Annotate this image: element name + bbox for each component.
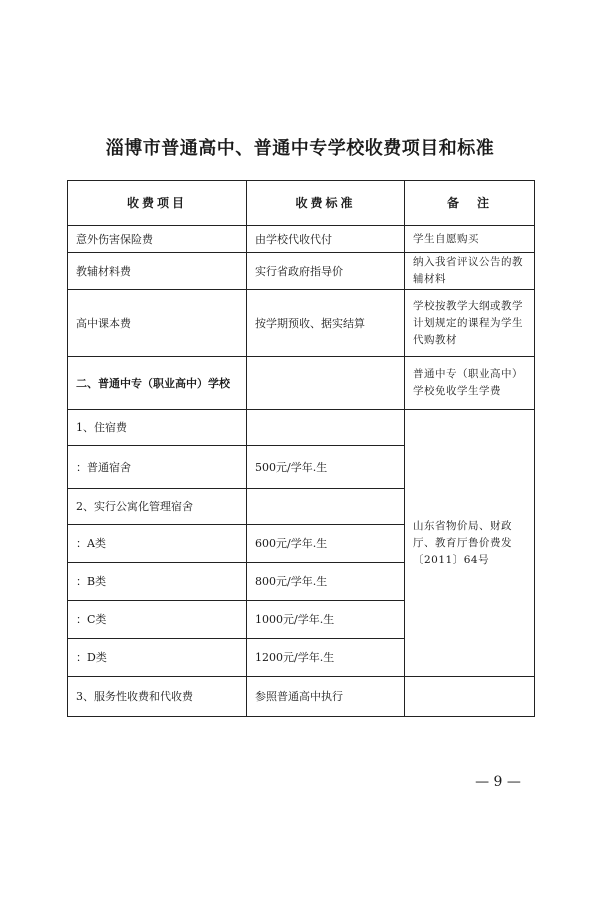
row-note: 普通中专（职业高中）学校免收学生学费 bbox=[405, 357, 535, 410]
row-standard bbox=[247, 357, 405, 410]
row-standard: 实行省政府指导价 bbox=[247, 253, 405, 290]
row-item: 意外伤害保险费 bbox=[68, 226, 247, 253]
row-item: ：A类 bbox=[68, 525, 247, 563]
table-row bbox=[68, 410, 535, 446]
column-header-note: 备 注 bbox=[405, 181, 535, 226]
table-header-row bbox=[68, 181, 535, 226]
table-row bbox=[68, 226, 535, 253]
row-item: ：B类 bbox=[68, 563, 247, 601]
row-note: 学校按教学大纲或教学计划规定的课程为学生代购教材 bbox=[405, 290, 535, 357]
row-standard: 由学校代收代付 bbox=[247, 226, 405, 253]
table-row bbox=[68, 290, 535, 357]
row-item: 教辅材料费 bbox=[68, 253, 247, 290]
table-row bbox=[68, 357, 535, 410]
row-standard: 参照普通高中执行 bbox=[247, 677, 405, 717]
row-standard: 500元/学年.生 bbox=[247, 446, 405, 489]
row-item: 2、实行公寓化管理宿舍 bbox=[68, 489, 247, 525]
row-standard bbox=[247, 489, 405, 525]
row-standard: 600元/学年.生 bbox=[247, 525, 405, 563]
table-row bbox=[68, 253, 535, 290]
row-item: 二、普通中专（职业高中）学校 bbox=[68, 357, 247, 410]
row-standard: 800元/学年.生 bbox=[247, 563, 405, 601]
row-standard: 按学期预收、据实结算 bbox=[247, 290, 405, 357]
fee-table bbox=[67, 180, 535, 717]
row-item: 高中课本费 bbox=[68, 290, 247, 357]
merged-note-cell: 山东省物价局、财政厅、教育厅鲁价费发〔2011〕64号 bbox=[405, 410, 535, 677]
table-row bbox=[68, 677, 535, 717]
document-title: 淄博市普通高中、普通中专学校收费项目和标准 bbox=[105, 138, 495, 159]
row-item: 3、服务性收费和代收费 bbox=[68, 677, 247, 717]
row-item: 1、住宿费 bbox=[68, 410, 247, 446]
row-standard: 1000元/学年.生 bbox=[247, 601, 405, 639]
row-item: ：普通宿舍 bbox=[68, 446, 247, 489]
column-header-standard: 收费标准 bbox=[247, 181, 405, 226]
row-standard: 1200元/学年.生 bbox=[247, 639, 405, 677]
column-header-item: 收费项目 bbox=[68, 181, 247, 226]
row-standard bbox=[247, 410, 405, 446]
row-item: ：C类 bbox=[68, 601, 247, 639]
page-number: — 9 — bbox=[475, 774, 521, 790]
row-note bbox=[405, 677, 535, 717]
row-item: ：D类 bbox=[68, 639, 247, 677]
row-note: 学生自愿购买 bbox=[405, 226, 535, 253]
row-note: 纳入我省评议公告的教辅材料 bbox=[405, 253, 535, 290]
